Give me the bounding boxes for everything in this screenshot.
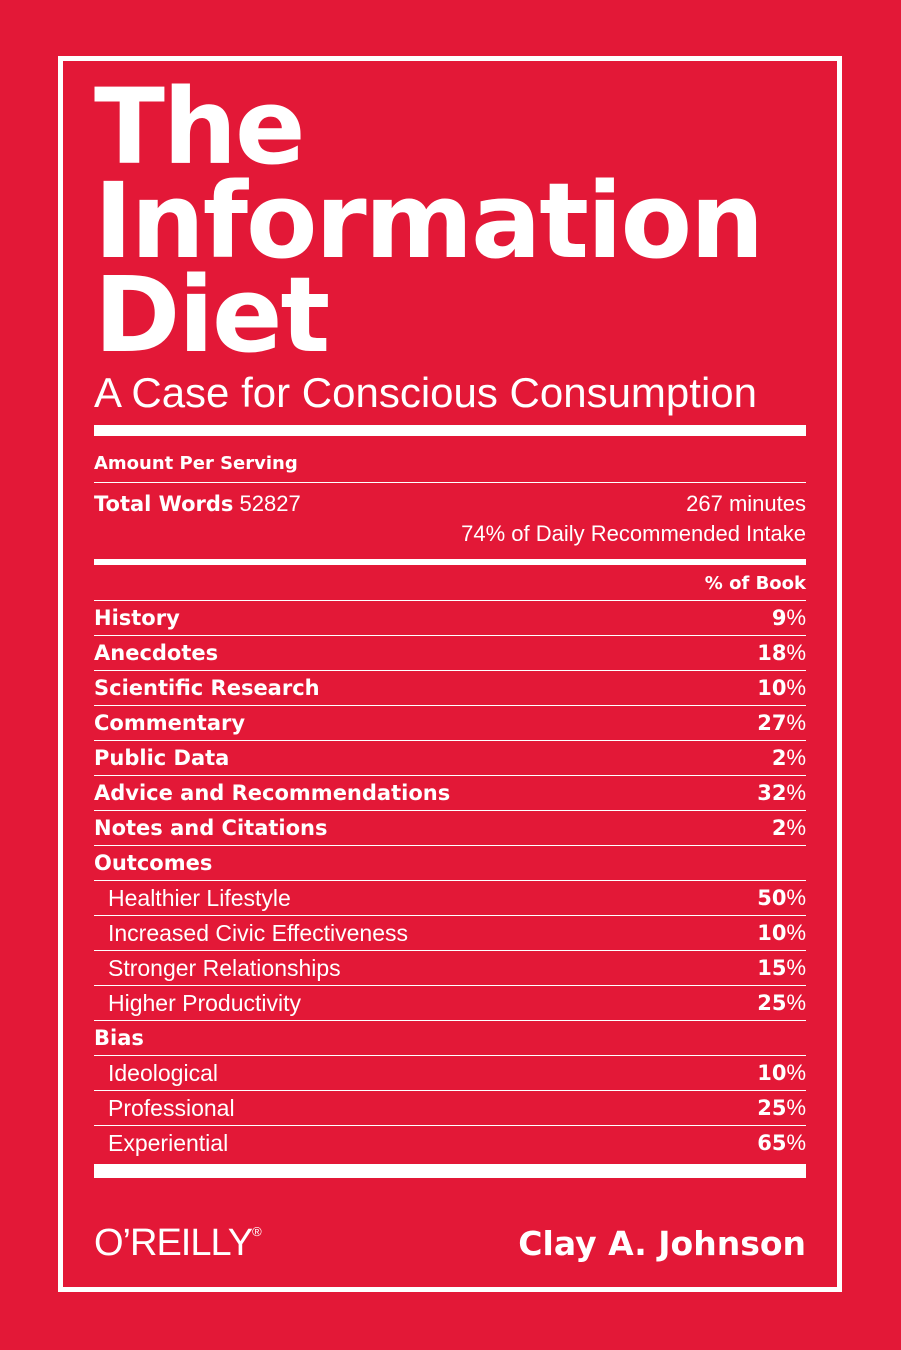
row-label: Notes and Citations xyxy=(94,816,328,840)
row-value xyxy=(757,675,806,701)
total-words-value: 52827 xyxy=(239,491,301,516)
percent-sign: % xyxy=(786,920,806,945)
row-label: Bias xyxy=(94,1026,144,1050)
cover-footer xyxy=(94,1218,806,1268)
table-row xyxy=(94,1055,806,1090)
percent-number: 27 xyxy=(757,711,787,735)
title-line-3: Diet xyxy=(94,254,329,376)
row-value xyxy=(772,745,806,771)
row-value xyxy=(757,920,806,946)
percent-sign: % xyxy=(786,605,806,630)
table-row xyxy=(94,1020,806,1055)
publisher-name: O’REILLY xyxy=(94,1221,253,1264)
percent-number: 9 xyxy=(771,606,787,630)
percent-number: 25 xyxy=(757,1096,787,1120)
minutes-value: 267 minutes xyxy=(686,491,806,516)
row-label: Commentary xyxy=(94,711,246,735)
table-row xyxy=(94,1125,806,1160)
book-title xyxy=(94,66,806,376)
total-words xyxy=(94,489,301,519)
percent-number: 65 xyxy=(757,1131,787,1155)
row-label: Stronger Relationships xyxy=(108,954,341,981)
reading-time xyxy=(461,489,806,549)
percent-sign: % xyxy=(786,815,806,840)
percent-number: 25 xyxy=(757,991,787,1015)
row-value xyxy=(757,780,806,806)
table-row xyxy=(94,845,806,880)
percent-sign: % xyxy=(786,1130,806,1155)
percent-sign: % xyxy=(786,885,806,910)
percent-number: 2 xyxy=(771,746,787,770)
table-row xyxy=(94,810,806,845)
row-label: Increased Civic Effectiveness xyxy=(108,919,408,946)
bottom-rule xyxy=(94,1164,806,1178)
table-row xyxy=(94,600,806,635)
publisher-logo xyxy=(94,1222,261,1265)
percent-sign: % xyxy=(786,955,806,980)
row-label: Scientific Research xyxy=(94,676,320,700)
table-row xyxy=(94,1090,806,1125)
percent-sign: % xyxy=(786,1095,806,1120)
table-row xyxy=(94,880,806,915)
row-label: History xyxy=(94,606,180,630)
percent-number: 15 xyxy=(757,956,787,980)
percent-number: 10 xyxy=(757,676,787,700)
top-rule xyxy=(94,425,806,436)
percent-number: 10 xyxy=(757,1061,787,1085)
percent-number: 32 xyxy=(757,781,787,805)
row-value xyxy=(772,815,806,841)
row-value xyxy=(772,605,806,631)
row-label: Professional xyxy=(108,1094,235,1121)
row-value xyxy=(757,885,806,911)
row-value xyxy=(757,1060,806,1086)
row-value xyxy=(757,710,806,736)
percent-sign: % xyxy=(786,745,806,770)
percent-number: 10 xyxy=(757,921,787,945)
book-subtitle: A Case for Conscious Consumption xyxy=(94,369,757,416)
row-label: Ideological xyxy=(108,1059,218,1086)
total-words-label: Total Words xyxy=(94,492,234,516)
row-value xyxy=(757,955,806,981)
row-label: Anecdotes xyxy=(94,641,219,665)
percent-sign: % xyxy=(786,675,806,700)
percent-number: 18 xyxy=(757,641,787,665)
row-label: Experiential xyxy=(108,1129,229,1156)
percent-sign: % xyxy=(786,710,806,735)
row-label: Advice and Recommendations xyxy=(94,781,451,805)
table-row xyxy=(94,775,806,810)
totals-block xyxy=(94,483,806,555)
table-row xyxy=(94,670,806,705)
table-row xyxy=(94,915,806,950)
nutrition-table xyxy=(94,600,806,1160)
percent-sign: % xyxy=(786,990,806,1015)
table-row xyxy=(94,740,806,775)
title-line-2: Information xyxy=(94,160,763,282)
row-label: Higher Productivity xyxy=(108,989,302,1016)
table-row xyxy=(94,950,806,985)
registered-mark: ® xyxy=(252,1223,261,1239)
table-row xyxy=(94,635,806,670)
author-name: Clay A. Johnson xyxy=(518,1223,806,1263)
table-row xyxy=(94,985,806,1020)
row-label: Outcomes xyxy=(94,851,213,875)
row-value xyxy=(757,1130,806,1156)
row-label: Healthier Lifestyle xyxy=(108,884,291,911)
daily-intake: 74% of Daily Recommended Intake xyxy=(461,521,806,546)
table-row xyxy=(94,705,806,740)
percent-sign: % xyxy=(786,780,806,805)
percent-number: 50 xyxy=(757,886,787,910)
row-label: Public Data xyxy=(94,746,230,770)
column-header: % of Book xyxy=(704,573,806,594)
cover-content xyxy=(94,66,806,1178)
percent-number: 2 xyxy=(771,816,787,840)
row-value xyxy=(757,640,806,666)
title-line-1: The xyxy=(94,66,304,188)
row-value xyxy=(757,990,806,1016)
percent-sign: % xyxy=(786,1060,806,1085)
percent-sign: % xyxy=(786,640,806,665)
row-value xyxy=(757,1095,806,1121)
serving-label: Amount Per Serving xyxy=(94,453,298,474)
